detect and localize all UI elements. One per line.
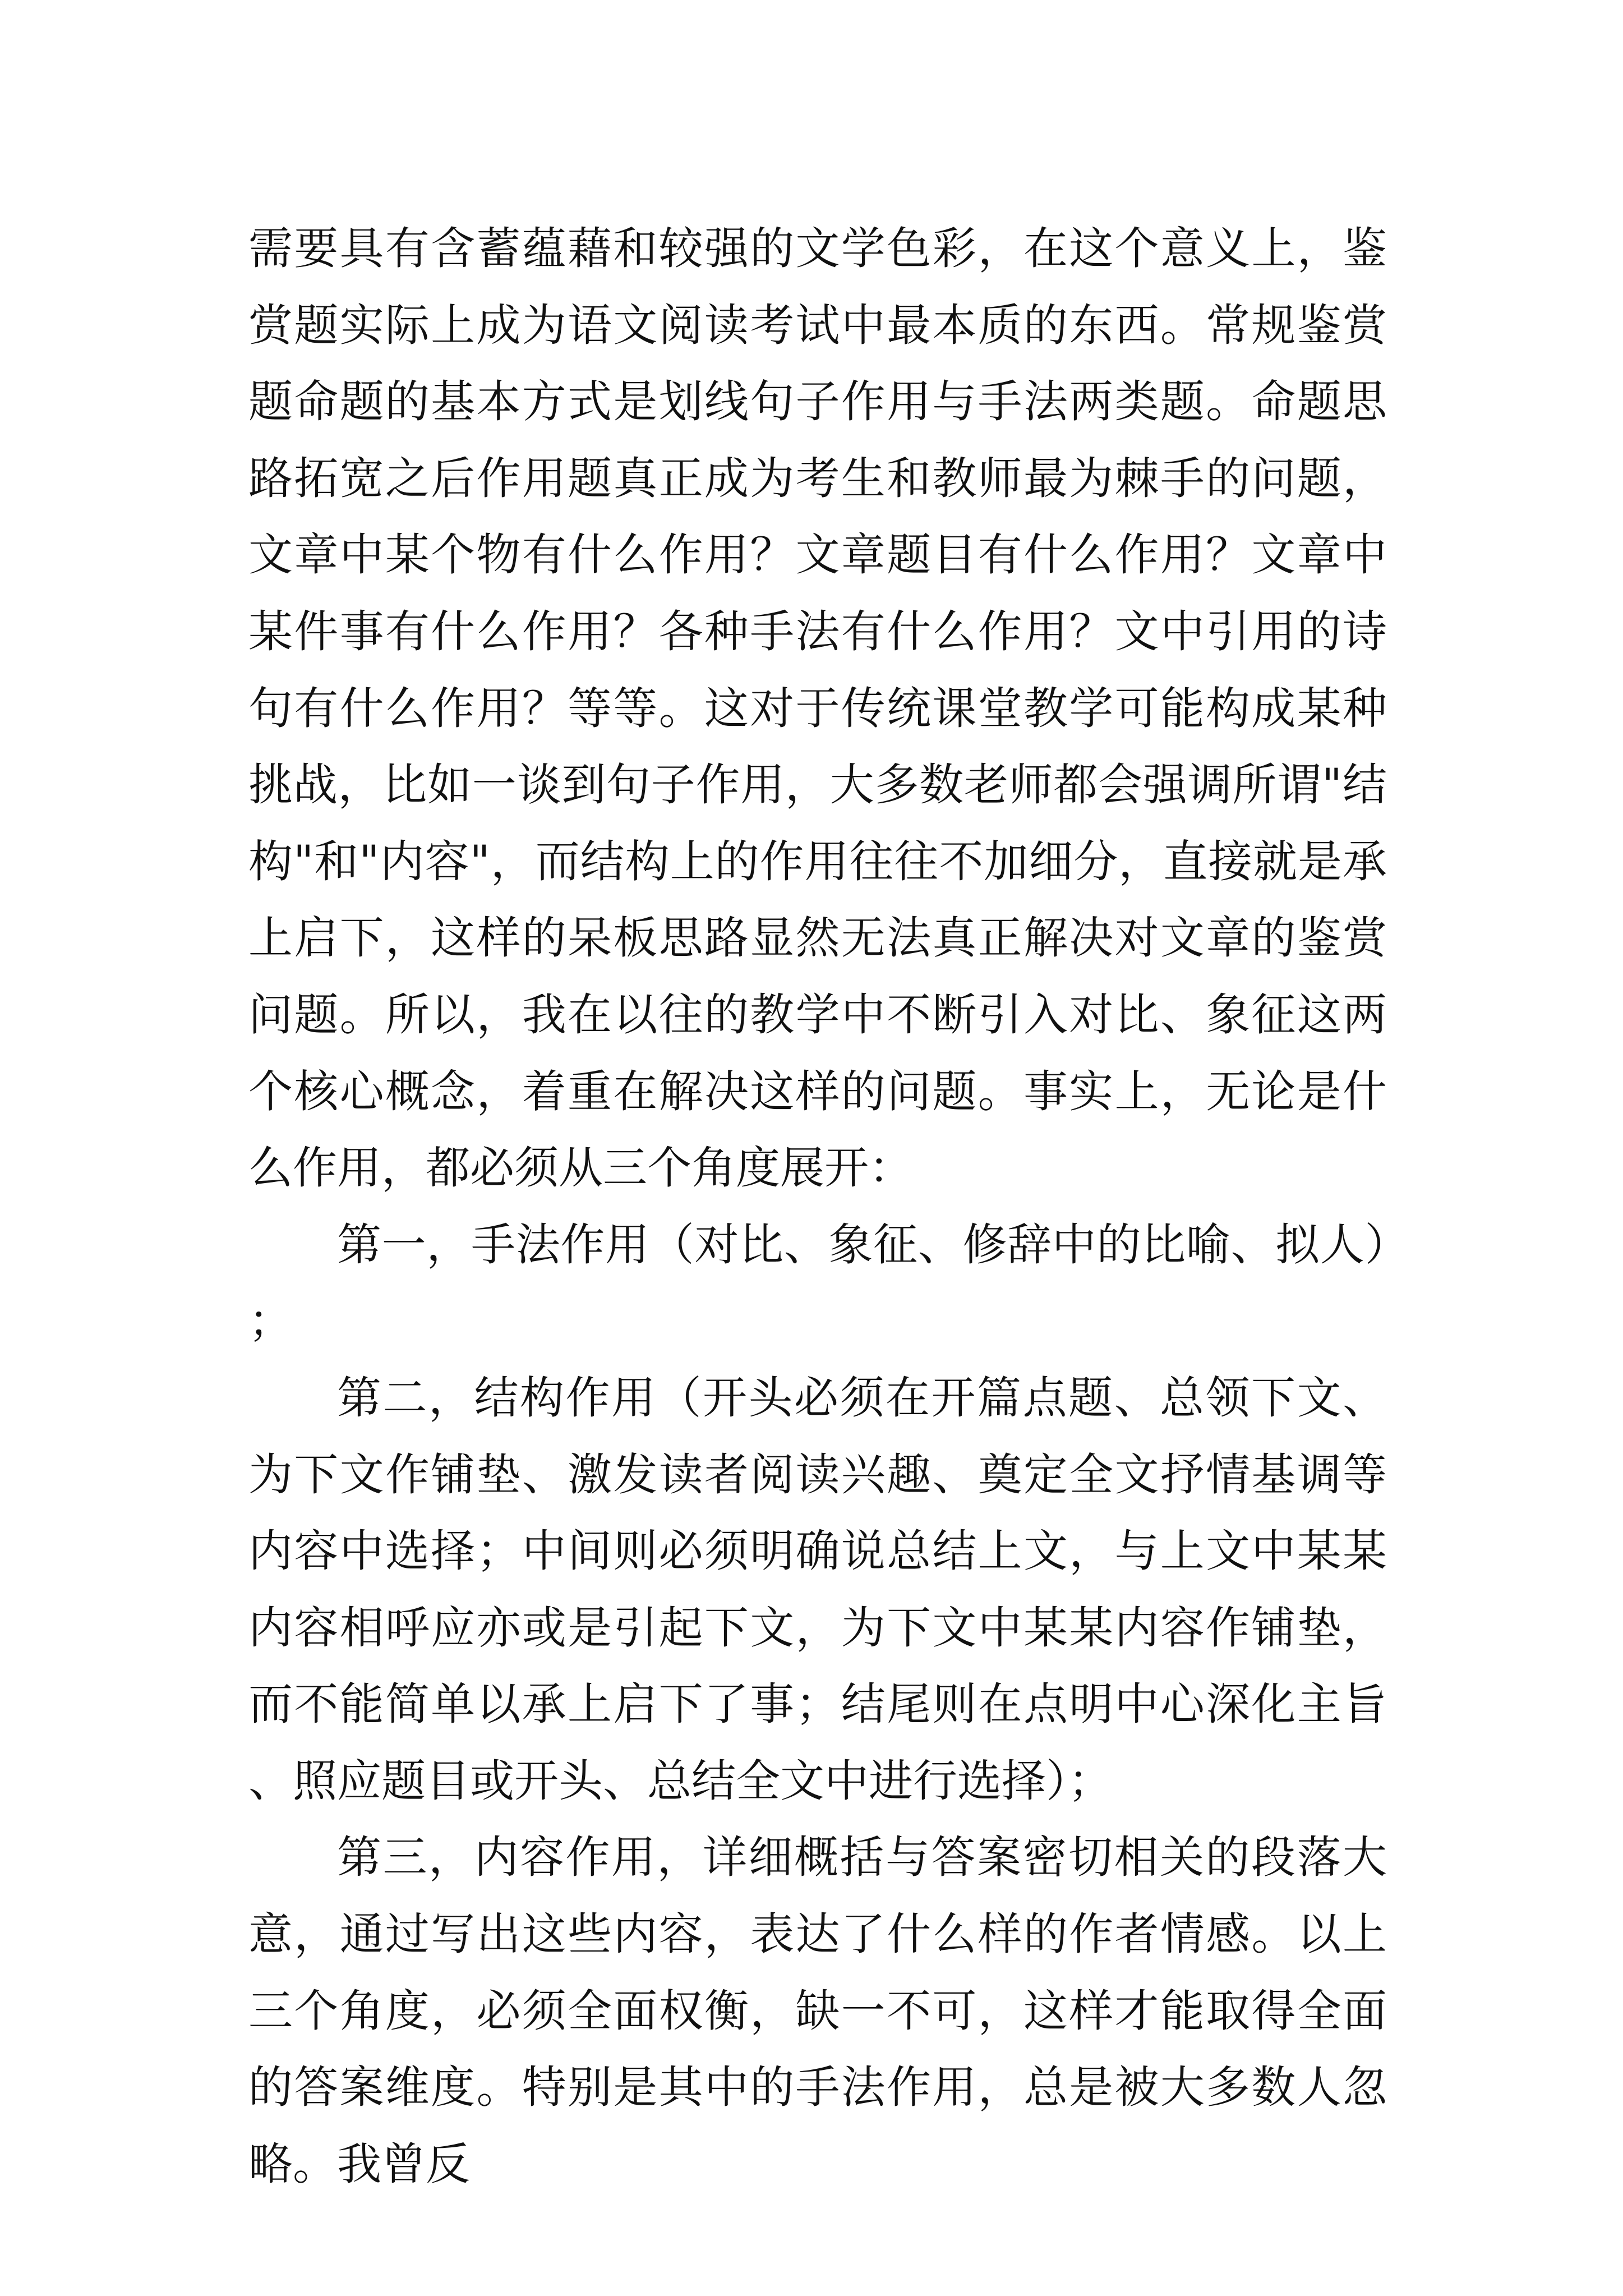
paragraph-continuation: 需要具有含蓄蕴藉和较强的文学色彩，在这个意义上，鉴赏题实际上成为语文阅读考试中最本质的东西。常规鉴赏题命题的基本方式是划线句子作用与手法两类题。命题思路拓宽之后作用题真正成为考生和教师最为棘手的问题，文章中某个物有什么作用？文章题目有什么作用？文章中某件事有什么作用？各种手法有什么作用？文中引用的诗句有什么作用？等等。这对于传统课堂教学可能构成某种挑战，比如一谈到句子作用，大多数老师都会强调所谓"结构"和"内容"，而结构上的作用往往不加细分，直接就是承上启下，这样的呆板思路显然无法真正解决对文章的鉴赏问题。所以，我在以往的教学中不断引入对比、象征这两个核心概念，着重在解决这样的问题。事实上，无论是什么作用，都必须从三个角度展开： xyxy=(248,223,1387,1194)
paragraph-third-point: 第三，内容作用，详细概括与答案密切相关的段落大意，通过写出这些内容，表达了什么样的作者情感。以上三个角度，必须全面权衡，缺一不可，这样才能取得全面的答案维度。特别是其中的手法作用，总是被大多数人忽略。我曾反 xyxy=(248,1832,1387,2190)
body-text xyxy=(248,210,1387,2202)
paragraph-second-point: 第二，结构作用（开头必须在开篇点题、总领下文、为下文作铺垫、激发读者阅读兴趣、奠定全文抒情基调等内容中选择；中间则必须明确说总结上文，与上文中某某内容相呼应亦或是引起下文，为下文中某某内容作铺垫，而不能简单以承上启下了事；结尾则在点明中心深化主旨、照应题目或开头、总结全文中进行选择）； xyxy=(248,1372,1387,1807)
paragraph-first-point: 第一，手法作用（对比、象征、修辞中的比喻、拟人）； xyxy=(248,1218,1387,1347)
